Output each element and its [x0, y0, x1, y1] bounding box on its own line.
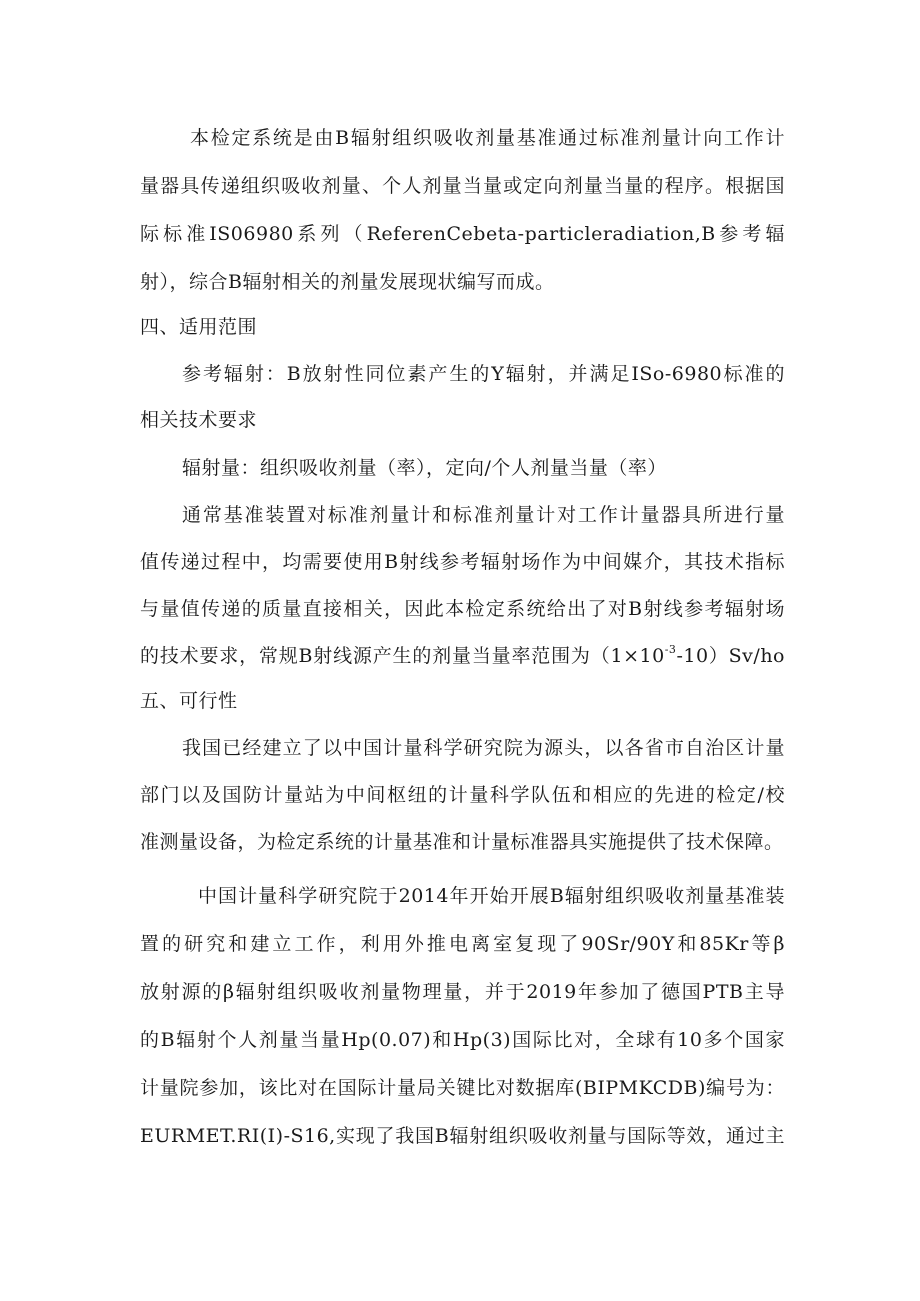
- paragraph-1-line-3: 际标准IS06980系列（ReferenCebeta-particleradiation,Β参考辐: [140, 223, 785, 245]
- section-heading-4: 四、适用范围: [140, 316, 258, 338]
- paragraph-4-line-3: 与量值传递的质量直接相关，因此本检定系统给出了对Β射线参考辐射场: [140, 598, 785, 620]
- paragraph-1-line-1: 本检定系统是由Β辐射组织吸收剂量基准通过标准剂量计向工作计: [190, 127, 785, 149]
- paragraph-6-line-6: EURMET.RI(I)-S16,实现了我国Β辐射组织吸收剂量与国际等效，通过主: [140, 1125, 785, 1147]
- paragraph-5-line-3: 准测量设备，为检定系统的计量基准和计量标准器具实施提供了技术保障。: [140, 831, 784, 853]
- paragraph-4-line-4-before: 的技术要求，常规Β射线源产生的剂量当量率范围为（1×10: [140, 645, 665, 667]
- paragraph-5-line-1: 我国已经建立了以中国计量科学研究院为源头，以各省市自治区计量: [182, 737, 785, 759]
- paragraph-3-line-1: 辐射量：组织吸收剂量（率），定向/个人剂量当量（率）: [182, 457, 667, 479]
- paragraph-4-line-4: [140, 644, 785, 668]
- paragraph-6-line-1: 中国计量科学研究院于2014年开始开展Β辐射组织吸收剂量基准装: [198, 885, 785, 907]
- paragraph-5-line-2: 部门以及国防计量站为中间枢纽的计量科学队伍和相应的先进的检定/校: [140, 784, 785, 806]
- paragraph-1-line-2: 量器具传递组织吸收剂量、个人剂量当量或定向剂量当量的程序。根据国: [140, 175, 785, 197]
- paragraph-6-line-3: 放射源的β辐射组织吸收剂量物理量，并于2019年参加了德国PTB主导: [140, 981, 785, 1003]
- exponent: -3: [664, 642, 677, 656]
- paragraph-4-line-1: 通常基准装置对标准剂量计和标准剂量计对工作计量器具所进行量: [182, 504, 785, 526]
- paragraph-1-line-4: 射），综合Β辐射相关的剂量发展现状编写而成。: [140, 271, 555, 293]
- paragraph-4-line-2: 值传递过程中，均需要使用Β射线参考辐射场作为中间媒介，其技术指标: [140, 551, 785, 573]
- paragraph-2-line-2: 相关技术要求: [140, 409, 258, 431]
- paragraph-6-line-4: 的Β辐射个人剂量当量Hp(0.07)和Hp(3)国际比对，全球有10多个国家: [140, 1029, 785, 1051]
- paragraph-6-line-2: 置的研究和建立工作，利用外推电离室复现了90Sr/90Y和85Kr等β: [140, 933, 785, 955]
- paragraph-2-line-1: 参考辐射：Β放射性同位素产生的Y辐射，并满足ISo-6980标准的: [182, 363, 785, 385]
- section-heading-5: 五、可行性: [140, 690, 238, 712]
- paragraph-6-line-5: 计量院参加，该比对在国际计量局关键比对数据库(BIPMKCDB)编号为：: [140, 1077, 785, 1099]
- paragraph-4-line-4-after: -10）Sv/ho: [676, 645, 785, 667]
